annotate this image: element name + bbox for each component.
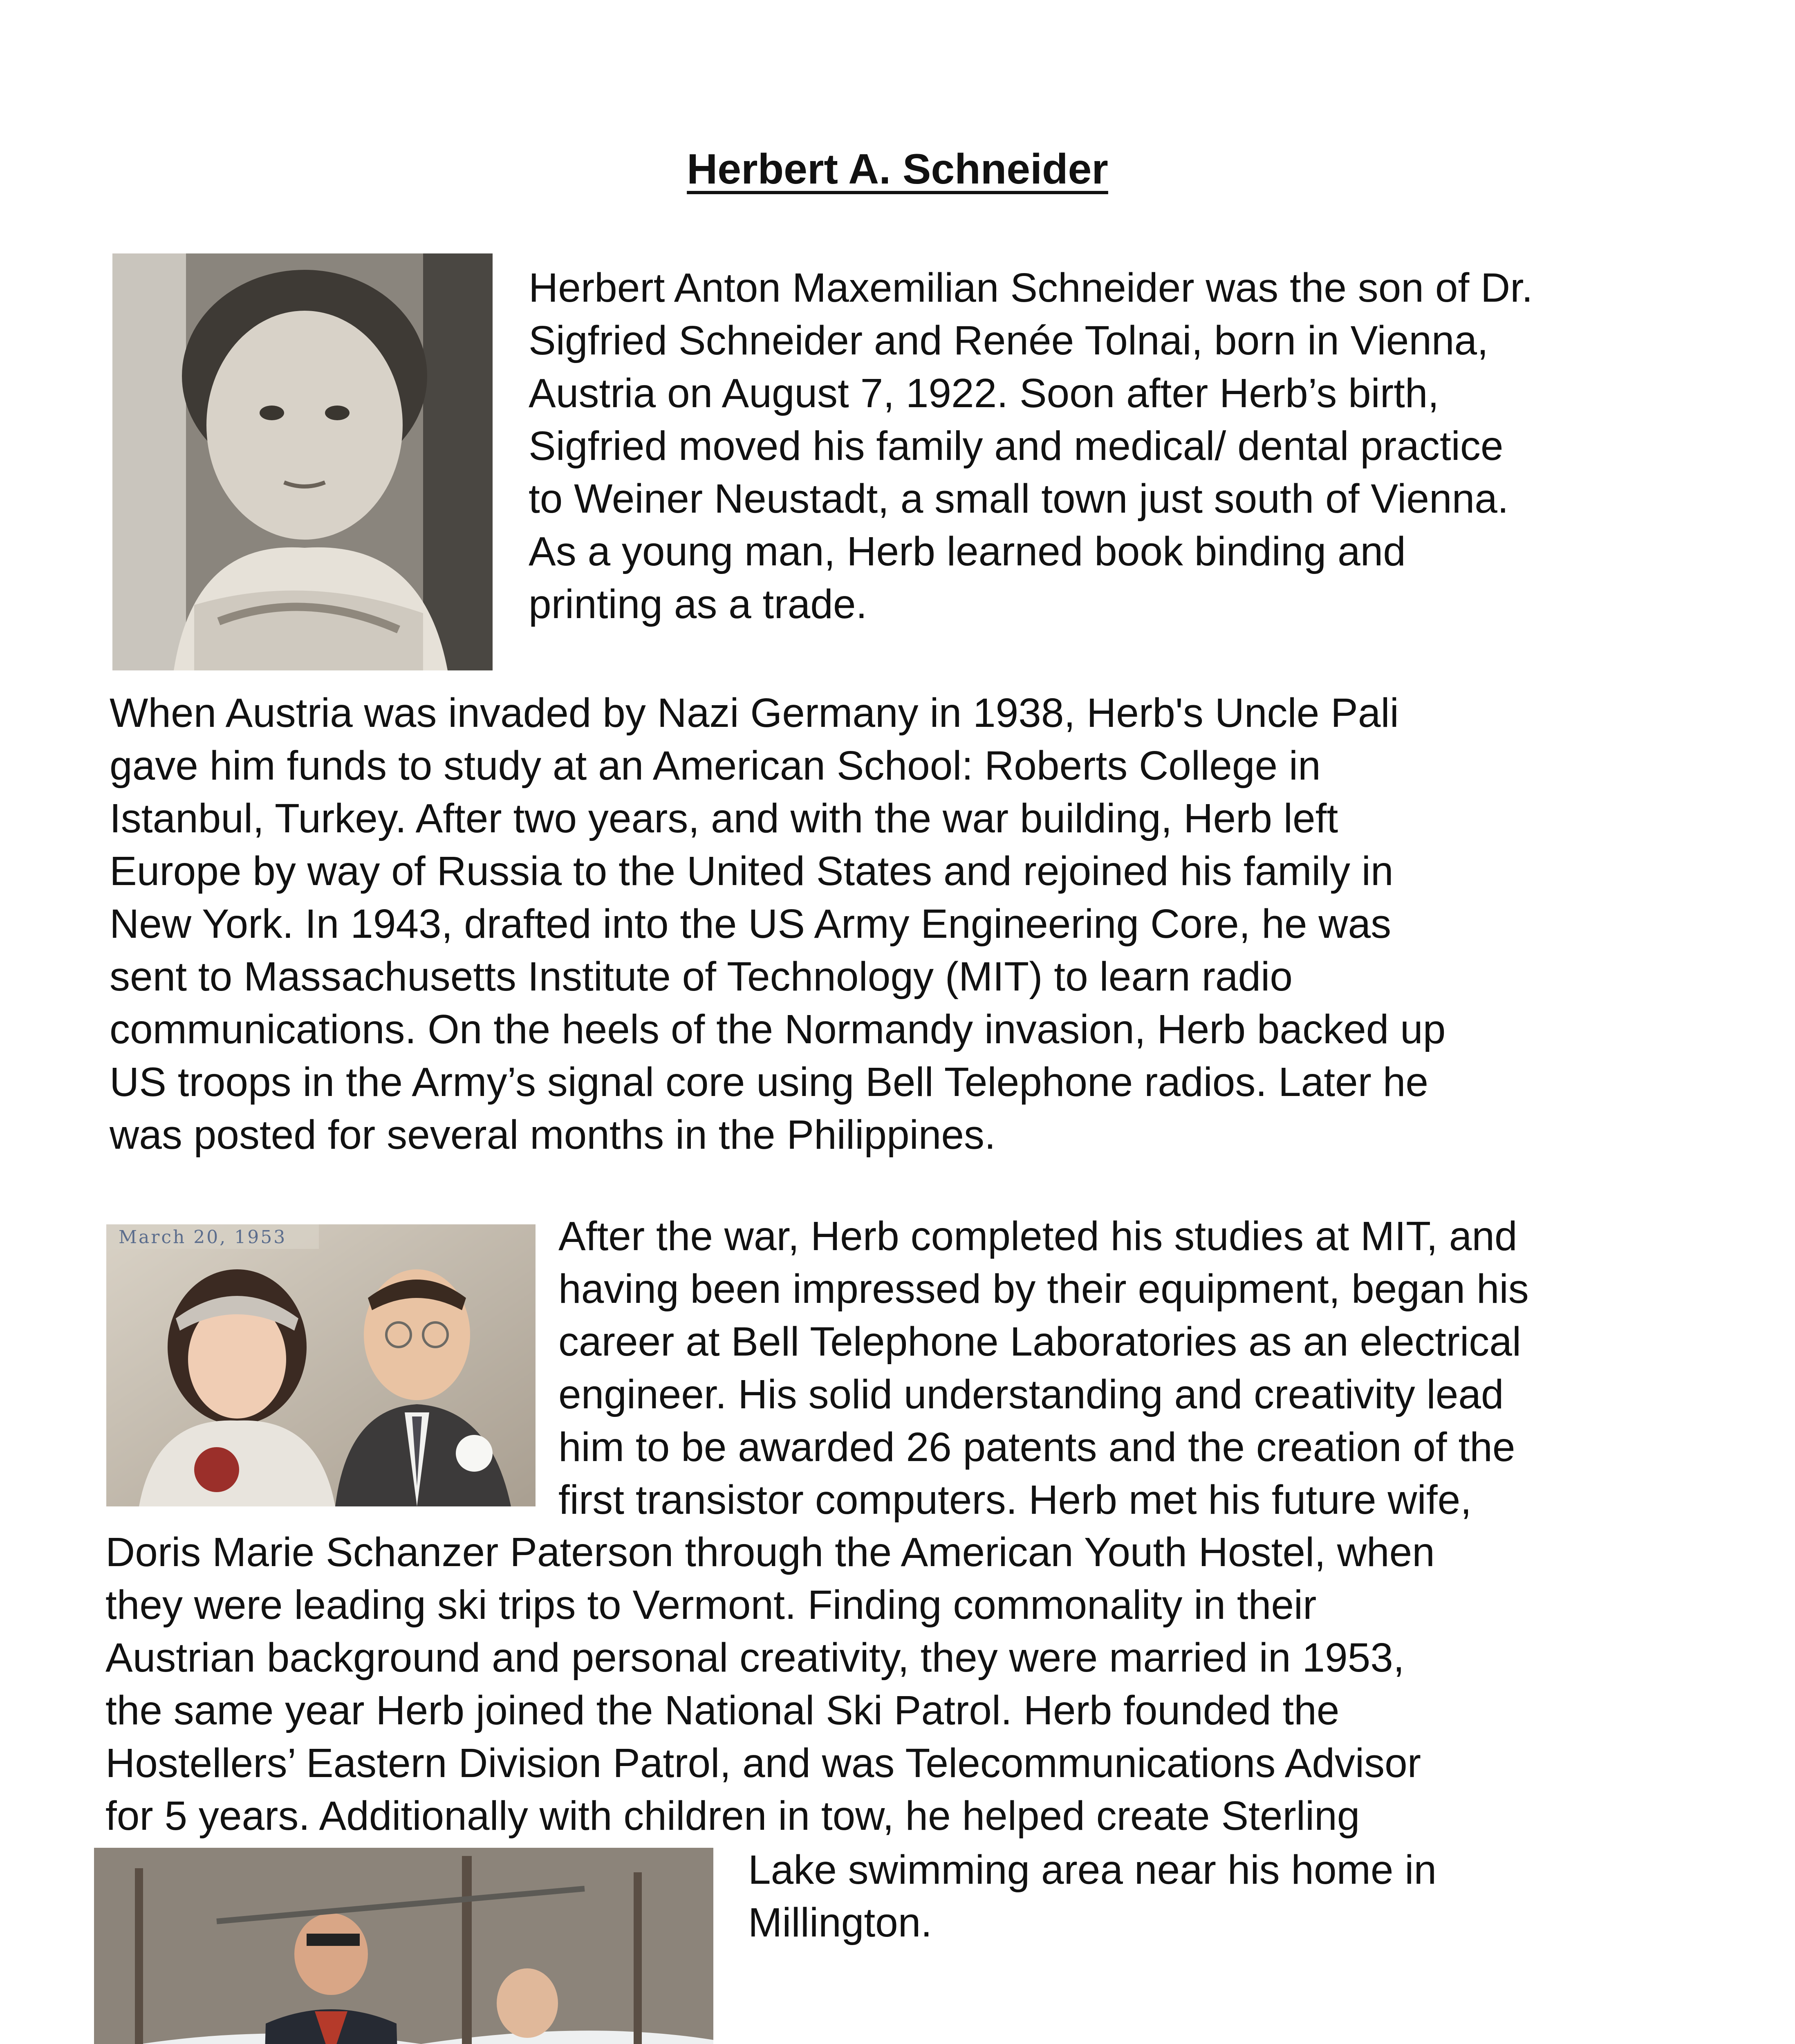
paragraph-early-life: Herbert Anton Maxemilian Schneider was the son of Dr. Sigfried Schneider and Renée Tolnai, born in Vienna, Austria on August 7, 1922. Soon after Herb’s birth, Sigfried moved his family and medical/ dental practice to Weiner Neustadt, a small town just south of Vienna. As a young man, Herb learned book binding and printing as a trade. bbox=[529, 265, 1533, 627]
wedding-photo-date-caption: March 20, 1953 bbox=[119, 1227, 287, 1248]
childhood-portrait-photo bbox=[112, 253, 493, 670]
paragraph-nine-evenings bbox=[748, 2005, 1555, 2044]
wedding-portrait-photo bbox=[106, 1224, 536, 1506]
paragraph-war-years: When Austria was invaded by Nazi Germany in 1938, Herb's Uncle Pali gave him funds to study at an American School: Roberts College in Istanbul, Turkey. After two years, and with the war building, Herb left Europe by way of Russia to the United States and rejoined his family in New York. In 1943, drafted into the US Army Engineering Core, he was sent to Massachusetts Institute of Technology (MIT) to learn radio communications. On the heels of the Normandy invasion, Herb backed up US troops in the Army’s signal core using Bell Telephone radios. Later he was posted for several months in the Philippines. bbox=[110, 690, 1446, 1158]
family-ski-photo bbox=[94, 1848, 713, 2044]
paragraph-career: After the war, Herb completed his studies at MIT, and having been impressed by their equipment, began his career at Bell Telephone Laboratories as an electrical engineer. His solid understanding and creativity lead him to be awarded 26 patents and the creation of the first transistor computers. Herb met his future wife, bbox=[558, 1213, 1529, 1523]
page-title: Herbert A. Schneider bbox=[687, 146, 1108, 193]
paragraph-marriage: Doris Marie Schanzer Paterson through the American Youth Hostel, when they were leading ski trips to Vermont. Finding commonality in their Austrian background and personal creativity, they were married in 1953, the same year Herb joined the National Ski Patrol. Herb founded the Hostellers’ Eastern Division Patrol, and was Telecommunications Advisor for 5 years. Additionally with children in tow, he helped create Sterling bbox=[105, 1529, 1435, 1839]
paragraph-sterling-lake: Lake swimming area near his home in Millington. bbox=[748, 1847, 1437, 1945]
